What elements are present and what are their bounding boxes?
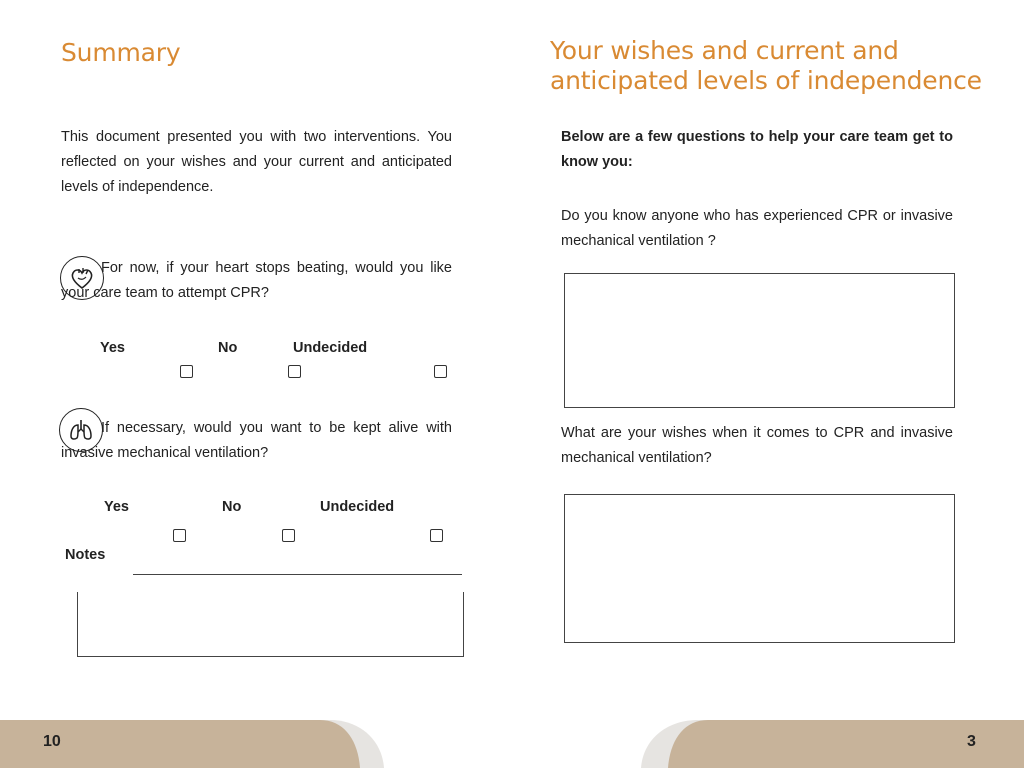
- right-lead-text: Below are a few questions to help your care team get to know you:: [561, 129, 953, 170]
- answer-box-know-anyone[interactable]: [564, 273, 955, 408]
- question-cpr: For now, if your heart stops beating, would you like your care team to attempt CPR?: [61, 260, 452, 301]
- question-your-wishes: What are your wishes when it comes to CPR and invasive mechanical ventilation?: [561, 425, 953, 466]
- left-footer-curve: [300, 720, 385, 768]
- cpr-no-checkbox[interactable]: [288, 365, 301, 378]
- right-title-line-2: anticipated levels of independence: [550, 66, 982, 95]
- notes-label: Notes: [65, 547, 106, 563]
- question-ventilation: If necessary, would you want to be kept alive with invasive mechanical ventilation?: [61, 420, 452, 461]
- right-title-line-1: Your wishes and current and: [550, 36, 899, 65]
- option-yes-label: Yes: [104, 499, 129, 515]
- option-yes-label: Yes: [100, 340, 125, 356]
- question-know-anyone: Do you know anyone who has experienced CPR or invasive mechanical ventilation ?: [561, 208, 953, 249]
- notes-divider: [133, 574, 462, 575]
- option-no-label: No: [218, 340, 238, 356]
- cpr-yes-checkbox[interactable]: [180, 365, 193, 378]
- ventilation-no-checkbox[interactable]: [282, 529, 295, 542]
- right-footer-curve: [640, 720, 730, 768]
- left-page-number: 10: [43, 733, 61, 750]
- ventilation-undecided-checkbox[interactable]: [430, 529, 443, 542]
- option-undecided-label: Undecided: [320, 499, 395, 515]
- answer-box-your-wishes[interactable]: [564, 494, 955, 643]
- right-page-number: 3: [967, 733, 976, 750]
- cpr-undecided-checkbox[interactable]: [434, 365, 447, 378]
- left-page-title: Summary: [61, 38, 181, 67]
- option-no-label: No: [222, 499, 242, 515]
- right-page-title: [550, 36, 990, 96]
- right-footer-band: [728, 720, 1024, 768]
- notes-textbox[interactable]: [77, 592, 464, 657]
- option-undecided-label: Undecided: [293, 340, 368, 356]
- summary-intro: This document presented you with two interventions. You reflected on your wishes and your current and anticipated levels of independence.: [61, 129, 452, 195]
- ventilation-yes-checkbox[interactable]: [173, 529, 186, 542]
